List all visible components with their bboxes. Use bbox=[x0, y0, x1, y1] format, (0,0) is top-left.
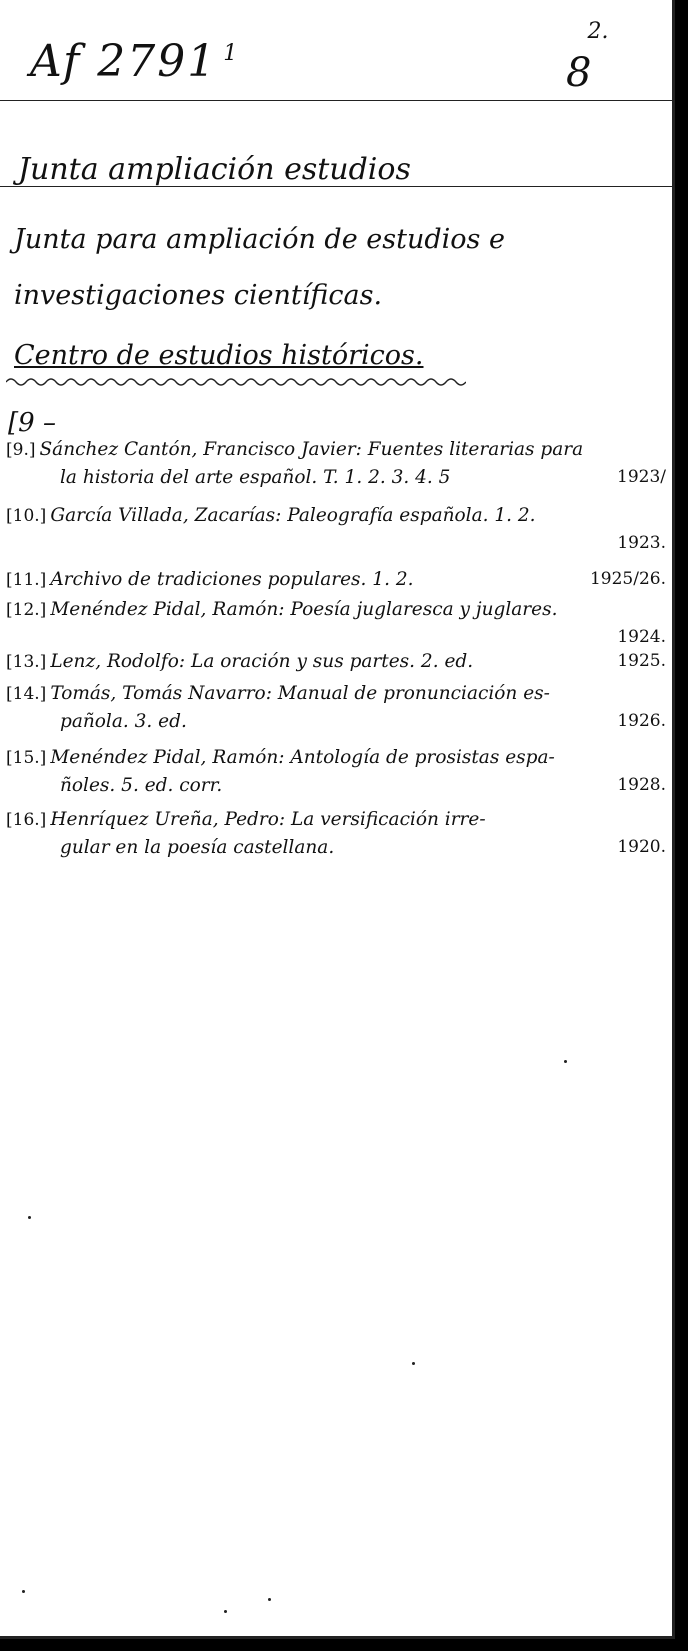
entry-year: 1925/26. bbox=[589, 569, 666, 589]
entry-12 bbox=[6, 596, 666, 651]
entry-text: Menéndez Pidal, Ramón: Antología de prosistas espa- bbox=[50, 747, 555, 768]
entry-10 bbox=[6, 502, 666, 557]
entry-text: Sánchez Cantón, Francisco Javier: Fuentes literarias para bbox=[39, 439, 584, 460]
speck bbox=[224, 1610, 227, 1613]
header-rule bbox=[0, 100, 672, 101]
entry-text: Tomás, Tomás Navarro: Manual de pronunciación es- bbox=[50, 683, 550, 704]
entry-number: [12.] bbox=[6, 600, 47, 620]
entry-number: [14.] bbox=[6, 684, 47, 704]
entry-text-2: pañola. 3. ed. bbox=[60, 711, 187, 732]
format-mark: $8^{2.}$ bbox=[566, 18, 609, 96]
entry-text: Henríquez Ureña, Pedro: La versificación irre- bbox=[50, 809, 486, 830]
entry-text: Lenz, Rodolfo: La oración y sus partes. 2. ed. bbox=[50, 651, 474, 672]
entry-15 bbox=[6, 744, 666, 799]
entry-11 bbox=[6, 566, 666, 594]
speck bbox=[412, 1362, 415, 1365]
entry-number: [9.] bbox=[6, 440, 36, 460]
wavy-underline bbox=[6, 376, 466, 388]
entry-year: 1924. bbox=[617, 627, 666, 647]
entry-year: 1928. bbox=[617, 775, 666, 795]
series-number: [9 – bbox=[8, 408, 56, 438]
entry-year: 1925. bbox=[617, 651, 666, 671]
heading: Junta ampliación estudios bbox=[18, 152, 411, 187]
entry-text-2: la historia del arte español. T. 1. 2. 3. 4. 5 bbox=[60, 467, 451, 488]
entry-text: García Villada, Zacarías: Paleografía española. 1. 2. bbox=[50, 505, 536, 526]
entry-text-2: gular en la poesía castellana. bbox=[60, 837, 335, 858]
entry-text: Archivo de tradiciones populares. 1. 2. bbox=[50, 569, 414, 590]
entry-year: 1923. bbox=[617, 533, 666, 553]
corporate-name-line-3: Centro de estudios históricos. bbox=[14, 340, 424, 371]
entry-13 bbox=[6, 648, 666, 676]
entry-number: [15.] bbox=[6, 748, 47, 768]
corporate-name-line-2: investigaciones científicas. bbox=[14, 280, 383, 311]
entry-text: Menéndez Pidal, Ramón: Poesía juglaresca y juglares. bbox=[50, 599, 558, 620]
entry-text-2: ñoles. 5. ed. corr. bbox=[60, 775, 223, 796]
entry-year: 1923/ bbox=[617, 467, 666, 487]
speck bbox=[22, 1590, 25, 1593]
entry-year: 1920. bbox=[617, 837, 666, 857]
shelfmark: Af 2791 $^1$ bbox=[30, 36, 240, 87]
entry-year: 1926. bbox=[617, 711, 666, 731]
speck bbox=[28, 1216, 31, 1219]
entry-9 bbox=[6, 436, 666, 491]
speck bbox=[268, 1598, 271, 1601]
entry-number: [16.] bbox=[6, 810, 47, 830]
entry-14 bbox=[6, 680, 666, 735]
speck bbox=[564, 1060, 567, 1063]
heading-rule bbox=[0, 186, 672, 187]
corporate-name-line-1: Junta para ampliación de estudios e bbox=[14, 224, 505, 255]
entry-number: [11.] bbox=[6, 570, 47, 590]
entry-16 bbox=[6, 806, 666, 861]
entry-number: [13.] bbox=[6, 652, 47, 672]
entry-number: [10.] bbox=[6, 506, 47, 526]
